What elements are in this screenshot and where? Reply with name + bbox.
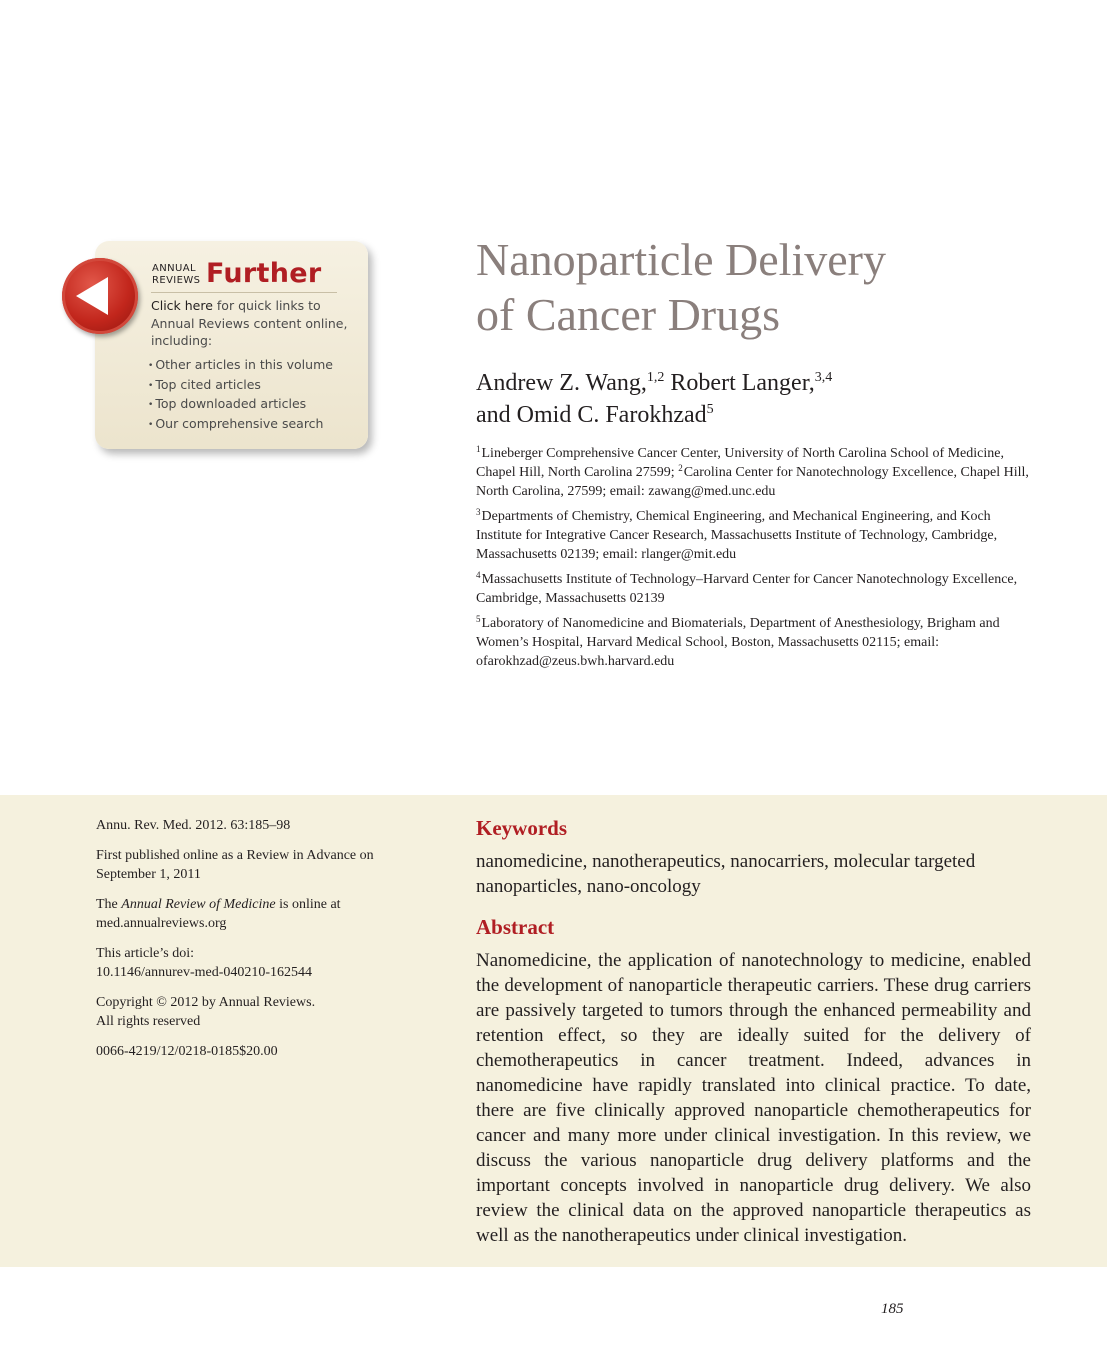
affiliation-1-2 [476, 444, 1036, 501]
affiliation-text: Carolina Center for Nanotechnology Excellence, Chapel Hill, North Carolina, 27599; email: zawang@med.unc.edu [476, 465, 1029, 499]
affiliation-marker: 3 [476, 507, 481, 517]
keywords-heading: Keywords [476, 816, 567, 840]
author-farokhzad-sup: 5 [706, 402, 714, 417]
doi-value[interactable]: 10.1146/annurev-med-040210-162544 [96, 965, 313, 980]
title-line-1: Nanoparticle Delivery [476, 234, 886, 285]
affiliation-text: Lineberger Comprehensive Cancer Center, University of North Carolina School of Medicine, Chapel Hill, North Carolina 27599; [476, 446, 1004, 480]
further-divider [151, 292, 337, 293]
affiliations [476, 444, 1036, 677]
logo-further: Further [206, 258, 322, 289]
affiliation-3 [476, 507, 1036, 564]
affiliation-marker: 1 [476, 444, 481, 454]
issn: 0066-4219/12/0218-0185$20.00 [96, 1044, 278, 1059]
authors [476, 367, 1036, 431]
author-farokhzad: and Omid C. Farokhzad [476, 402, 707, 428]
further-description-text: for quick links to Annual Reviews content online, including: [151, 298, 348, 348]
further-description [151, 297, 351, 350]
author-langer-sup: 3,4 [814, 370, 833, 385]
further-link-other-articles[interactable]: • Other articles in this volume [148, 356, 333, 376]
affiliation-text: Massachusetts Institute of Technology–Harvard Center for Cancer Nanotechnology Excellence, Cambridge, Massachusetts 02139 [476, 572, 1018, 606]
published-date: First published online as a Review in Advance on September 1, 2011 [96, 848, 374, 882]
further-link-top-downloaded[interactable]: • Top downloaded articles [148, 395, 333, 415]
logo-reviews: REVIEWS [152, 275, 201, 286]
copyright-block [96, 993, 416, 1031]
keywords-text: nanomedicine, nanotherapeutics, nanocarriers, molecular targeted nanoparticles, nano-oncology [476, 851, 976, 897]
author-wang-sup: 1,2 [646, 370, 665, 385]
online-note [96, 895, 416, 933]
further-link-top-cited[interactable]: • Top cited articles [148, 376, 333, 396]
click-here-link[interactable]: Click here [151, 298, 213, 313]
further-link-search[interactable]: • Our comprehensive search [148, 415, 333, 435]
affiliation-text: Laboratory of Nanomedicine and Biomaterials, Department of Anesthesiology, Brigham and Women’s Hospital, Harvard Medical School, Boston, Massachusetts 02115; email: ofarokhzad@zeus.bwh.harvard.edu [476, 616, 1000, 669]
affiliation-marker: 2 [678, 463, 683, 473]
article-metadata [96, 816, 416, 1072]
online-note-post: is online at med.annualreviews.org [96, 897, 341, 931]
citation: Annu. Rev. Med. 2012. 63:185–98 [96, 818, 291, 833]
article-title [476, 232, 1036, 342]
affiliation-marker: 4 [476, 570, 481, 580]
further-links-list [148, 356, 333, 434]
abstract-heading: Abstract [476, 915, 555, 939]
rights: All rights reserved [96, 1014, 201, 1029]
affiliation-marker: 5 [476, 614, 481, 624]
affiliation-4 [476, 570, 1036, 608]
abstract-text: Nanomedicine, the application of nanotechnology to medicine, enabled the development of nanoparticle therapeutic carriers. These drug carriers are passively targeted to tumors through the enhanced permeability and retention effect, so they are ideally suited for the delivery of chemotherapeutics in cancer treatment. Indeed, advances in nanomedicine have rapidly translated into clinical practice. To date, there are five clinically approved nanoparticle chemotherapeutics for cancer and many more under clinical investigation. In this review, we discuss the various nanoparticle drug delivery platforms and the important concepts involved in nanoparticle drug delivery. We also review the clinical data on the approved nanoparticle therapeutics as well as the nanotherapeutics under clinical investigation. [476, 950, 1031, 1246]
doi-label: This article’s doi: [96, 946, 194, 961]
journal-name: Annual Review of Medicine [121, 897, 276, 912]
logo-annual: ANNUAL [152, 263, 196, 274]
author-wang: Andrew Z. Wang, [476, 370, 647, 396]
title-line-2: of Cancer Drugs [476, 289, 781, 340]
author-langer: Robert Langer, [664, 370, 815, 396]
doi-block [96, 944, 416, 982]
copyright: Copyright © 2012 by Annual Reviews. [96, 995, 316, 1010]
online-note-pre: The [96, 897, 122, 912]
left-arrow-icon[interactable] [62, 258, 138, 334]
affiliation-5 [476, 614, 1036, 671]
page-number: 185 [881, 1301, 904, 1317]
affiliation-text: Departments of Chemistry, Chemical Engineering, and Mechanical Engineering, and Koch Institute for Integrative Cancer Research, Massachusetts Institute of Technology, Cambridge, Massachusetts 02139; email: rlanger@mit.edu [476, 509, 998, 562]
